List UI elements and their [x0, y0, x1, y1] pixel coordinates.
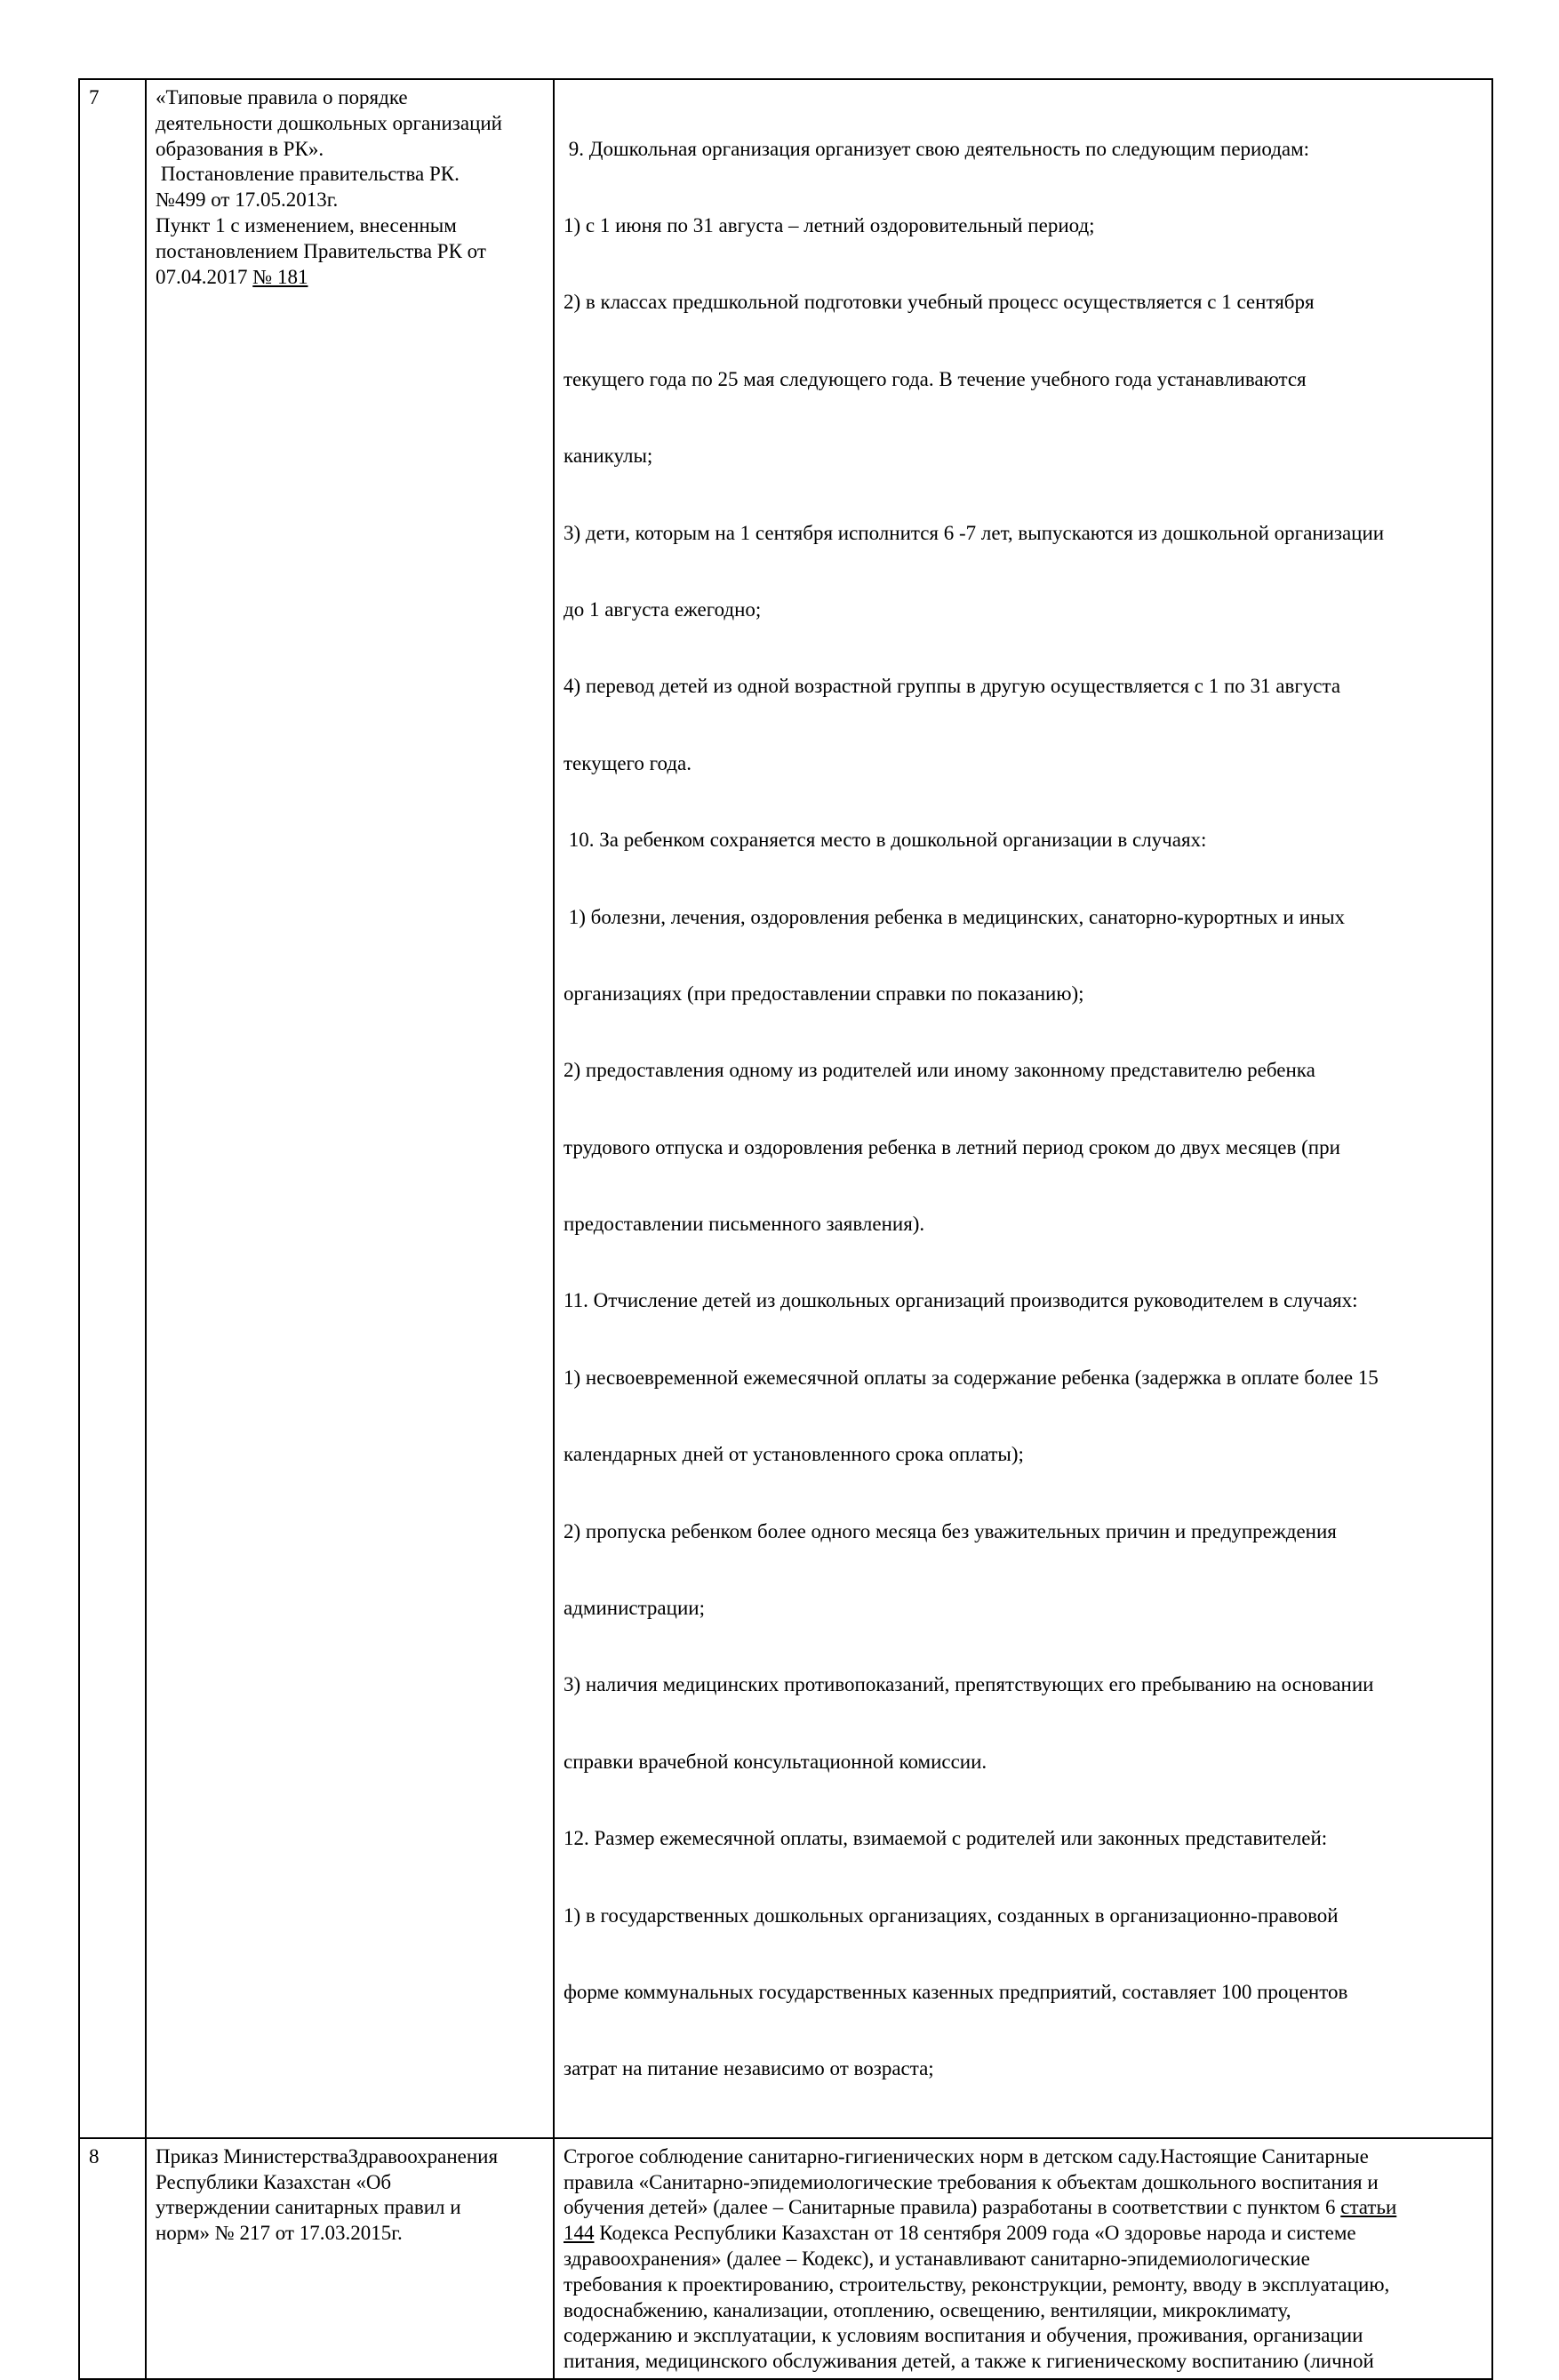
content-line: 1) болезни, лечения, оздоровления ребенка в медицинских, санаторно-курортных и иных: [564, 905, 1346, 928]
content-line: организациях (при предоставлении справки по показанию);: [564, 982, 1084, 1005]
content-line: питания, медицинского обслуживания детей, а также к гигиеническому воспитанию (личной: [564, 2350, 1374, 2373]
content-line: требования к проектированию, строительству, реконструкции, ремонту, вводу в эксплуатацию,: [564, 2272, 1390, 2296]
content-line: трудового отпуска и оздоровления ребенка в летний период сроком до двух месяцев (при: [564, 1135, 1340, 1158]
content-line: 3) наличия медицинских противопоказаний, препятствующих его пребыванию на основании: [564, 1673, 1374, 1696]
source-line: утверждении санитарных правил и: [156, 2196, 461, 2219]
article-link[interactable]: статьи: [1340, 2196, 1397, 2219]
content-line: 4) перевод детей из одной возрастной группы в другую осуществляется с 1 по 31 августа: [564, 675, 1341, 698]
source-line: деятельности дошкольных организаций: [156, 111, 502, 134]
content-line: затрат на питание независимо от возраста;: [564, 2057, 934, 2080]
content-line-with-link: [564, 2195, 1483, 2221]
content-line: 12. Размер ежемесячной оплаты, взимаемой с родителей или законных представителей:: [564, 1827, 1328, 1850]
content-line-with-link: [564, 2221, 1483, 2247]
content-cell: [554, 79, 1492, 2138]
content-line: Строгое соблюдение санитарно-гигиенических норм в детском саду.Настоящие Санитарные: [564, 2144, 1369, 2168]
content-line-text: обучения детей» (далее – Санитарные правила) разработаны в соответствии с пунктом 6: [564, 2196, 1341, 2219]
content-line: правила «Санитарно-эпидемиологические требования к объектам дошкольного воспитания и: [564, 2170, 1379, 2193]
source-line: №499 от 17.05.2013г.: [156, 188, 339, 212]
content-line-text: Кодекса Республики Казахстан от 18 сентября 2009 года «О здоровье народа и системе: [594, 2222, 1356, 2245]
content-line: здравоохранения» (далее – Кодекс), и устанавливают санитарно-эпидемиологические: [564, 2247, 1310, 2270]
content-line: 2) в классах предшкольной подготовки учебный процесс осуществляется с 1 сентября: [564, 291, 1315, 314]
content-line: каникулы;: [564, 445, 653, 468]
source-line: постановлением Правительства РК от: [156, 239, 486, 262]
source-line-text: 07.04.2017: [156, 265, 253, 288]
content-line: текущего года.: [564, 751, 692, 774]
content-line: 2) предоставления одному из родителей или иному законному представителю ребенка: [564, 1059, 1315, 1082]
content-line: форме коммунальных государственных казенных предприятий, составляет 100 процентов: [564, 1980, 1348, 2003]
source-line: Пункт 1 с изменением, внесенным: [156, 213, 457, 236]
content-line: справки врачебной консультационной комиссии.: [564, 1750, 987, 1773]
source-line: Республики Казахстан «Об: [156, 2170, 392, 2193]
table-row: [79, 79, 1492, 2138]
row-number: 7: [79, 79, 146, 2138]
content-line: водоснабжению, канализации, отоплению, освещению, вентиляции, микроклимату,: [564, 2298, 1291, 2321]
source-line: Постановление правительства РК.: [156, 163, 460, 186]
content-line: 1) несвоевременной ежемесячной оплаты за содержание ребенка (задержка в оплате более 15: [564, 1366, 1379, 1389]
source-cell: [146, 79, 554, 2138]
source-line: образования в РК».: [156, 137, 324, 160]
source-cell: [146, 2138, 554, 2379]
decree-link[interactable]: № 181: [252, 265, 308, 288]
content-line: содержанию и эксплуатации, к условиям воспитания и обучения, проживания, организации: [564, 2324, 1363, 2347]
table-row: [79, 2138, 1492, 2379]
content-line: 2) пропуска ребенком более одного месяца без уважительных причин и предупреждения: [564, 1519, 1337, 1543]
content-line: текущего года по 25 мая следующего года. В течение учебного года устанавливаются: [564, 367, 1307, 390]
content-line: календарных дней от установленного срока оплаты);: [564, 1443, 1024, 1466]
article-link[interactable]: 144: [564, 2222, 595, 2245]
content-line: 11. Отчисление детей из дошкольных организаций производится руководителем в случаях:: [564, 1289, 1358, 1312]
content-line: 1) в государственных дошкольных организациях, созданных в организационно-правовой: [564, 1903, 1339, 1927]
source-line: Приказ МинистерстваЗдравоохранения: [156, 2144, 499, 2168]
content-line: 9. Дошкольная организация организует свою деятельность по следующим периодам:: [564, 137, 1310, 160]
content-line: 3) дети, которым на 1 сентября исполнится 6 -7 лет, выпускаются из дошкольной организации: [564, 521, 1385, 544]
content-line: предоставлении письменного заявления).: [564, 1213, 925, 1236]
source-line: норм» № 217 от 17.03.2015г.: [156, 2222, 403, 2245]
content-line: 1) с 1 июня по 31 августа – летний оздоровительный период;: [564, 213, 1095, 236]
content-line: администрации;: [564, 1597, 705, 1620]
content-cell: [554, 2138, 1492, 2379]
content-line: 10. За ребенком сохраняется место в дошкольной организации в случаях:: [564, 829, 1207, 852]
source-line: «Типовые правила о порядке: [156, 86, 408, 108]
source-line-with-link: [156, 265, 544, 291]
regulations-table: [78, 78, 1493, 2380]
row-number: 8: [79, 2138, 146, 2379]
content-line: до 1 августа ежегодно;: [564, 597, 762, 621]
